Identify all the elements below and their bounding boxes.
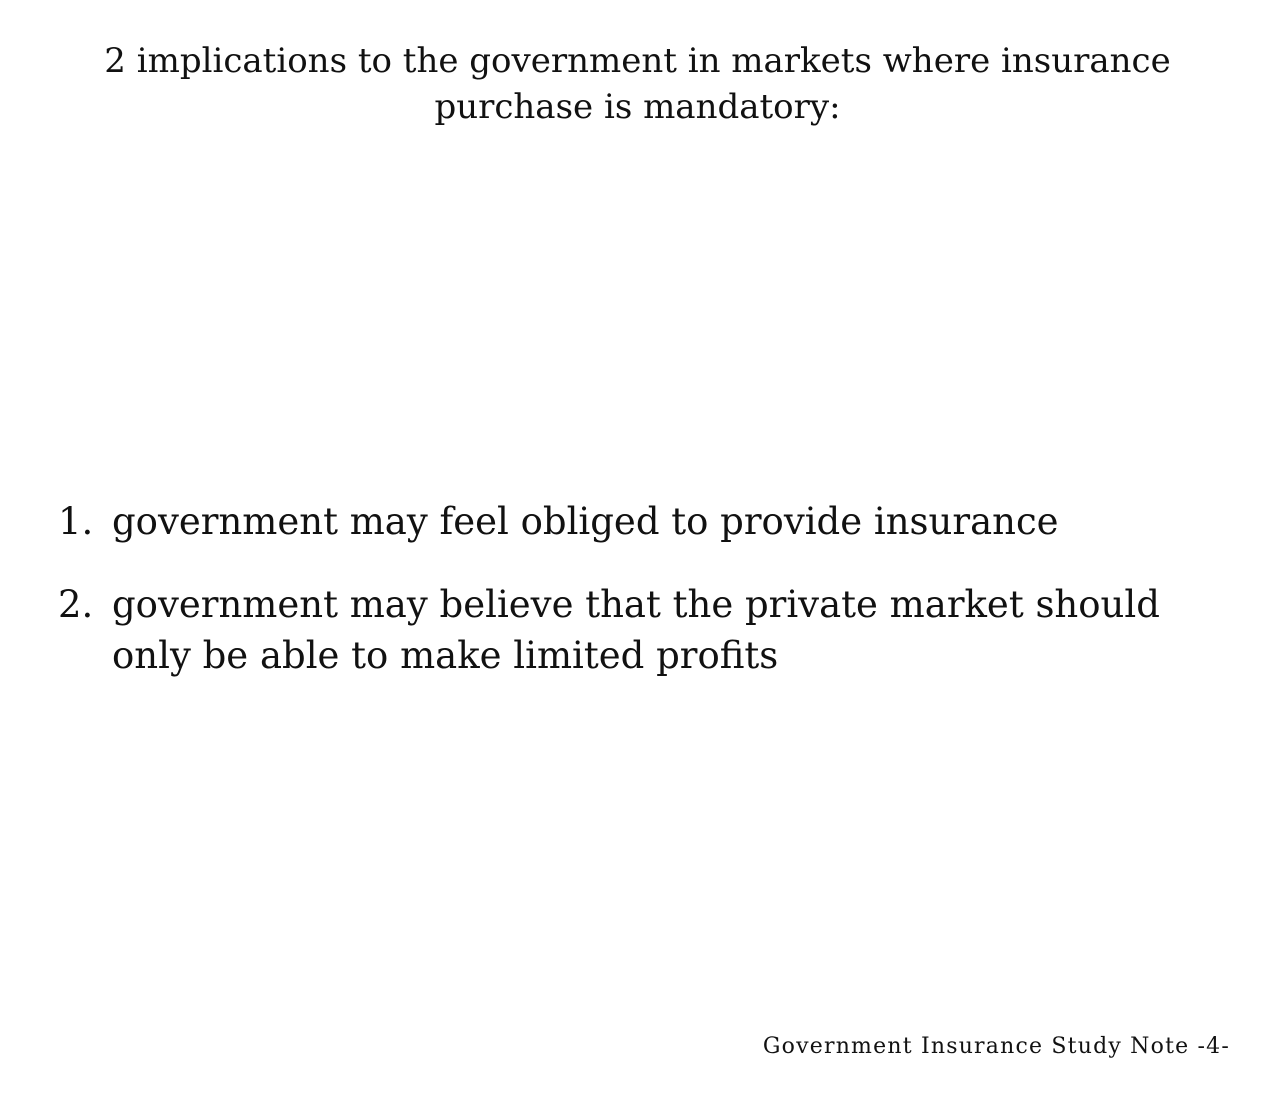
list-item: [58, 579, 1228, 681]
slide-heading: 2 implications to the government in markets where insurance purchase is mandatory:: [104, 41, 1171, 127]
implications-list: [58, 496, 1228, 713]
list-item-number: 2.: [58, 583, 94, 626]
list-item: [58, 496, 1228, 547]
list-item-text: government may feel obliged to provide insurance: [112, 500, 1059, 543]
list-item-number: 1.: [58, 500, 94, 543]
page-footer: Government Insurance Study Note -4-: [762, 1034, 1230, 1059]
list-item-text: government may believe that the private market should only be able to make limited profits: [112, 583, 1160, 677]
